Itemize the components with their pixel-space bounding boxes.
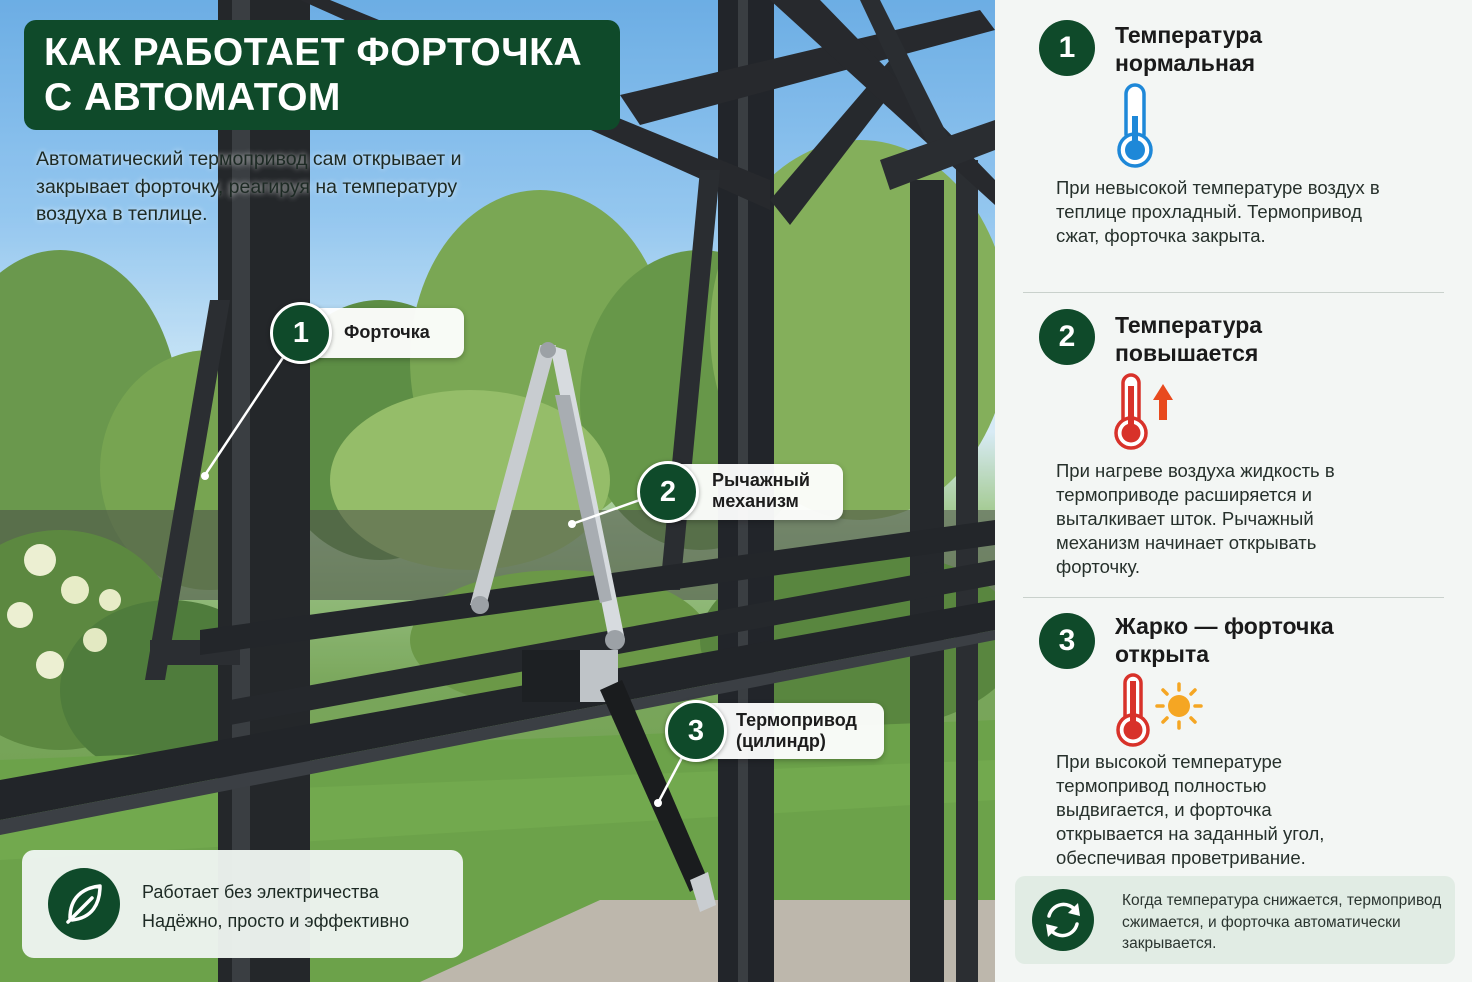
callout-number-3: 3: [665, 700, 727, 762]
step-text-2: При нагреве воздуха жидкость в термоприводе расширяется и выталкивает шток. Рычажный механизм начинает открывать форточку.: [1056, 460, 1335, 577]
refresh-cycle-icon: [1032, 889, 1094, 951]
divider-2: [1023, 597, 1444, 598]
thermometer-hot-sun-icon: [1115, 672, 1210, 748]
benefit-box: [22, 850, 463, 958]
benefit-line-2: Надёжно, просто и эффективно: [142, 911, 410, 931]
callout-number-1: 1: [270, 302, 332, 364]
step-title-1: Температура нормальная: [1115, 22, 1263, 76]
step-text-3: При высокой температуре термопривод полностью выдвигается, и форточка открывается на заданный угол, обеспечивая проветривание.: [1056, 751, 1325, 868]
thermometer-rising-icon: [1113, 372, 1179, 452]
callout-number-2: 2: [637, 461, 699, 523]
callout-vent-label: Форточка: [344, 322, 430, 342]
step-number-1: 1: [1039, 20, 1095, 76]
step-number-2: 2: [1039, 309, 1095, 365]
step-title-3: Жарко — форточка открыта: [1115, 613, 1334, 667]
callout-lever-label: Рычажный механизм: [712, 470, 810, 511]
step-text-1: При невысокой температуре воздух в теплице прохладный. Термопривод сжат, форточка закрыта.: [1056, 177, 1380, 246]
auto-close-note: [1015, 876, 1455, 964]
title-banner: [24, 20, 620, 130]
auto-close-note-text: Когда температура снижается, термопривод сжимается, и форточка автоматически закрывается.: [1122, 892, 1442, 952]
benefit-line-1: Работает без электричества: [142, 882, 379, 902]
page-title: КАК РАБОТАЕТ ФОРТОЧКА С АВТОМАТОМ: [44, 31, 583, 119]
divider-1: [1023, 292, 1444, 293]
intro-text: Автоматический термопривод сам открывает и закрывает форточку, реагируя на температуру воздуха в теплице.: [36, 148, 462, 225]
callout-actuator-label: Термопривод (цилиндр): [736, 710, 857, 751]
benefit-text: [142, 878, 409, 936]
step-title-2: Температура повышается: [1115, 312, 1263, 366]
step-number-3: 3: [1039, 613, 1095, 669]
thermometer-cold-icon: [1113, 82, 1157, 170]
leaf-icon: [48, 868, 120, 940]
